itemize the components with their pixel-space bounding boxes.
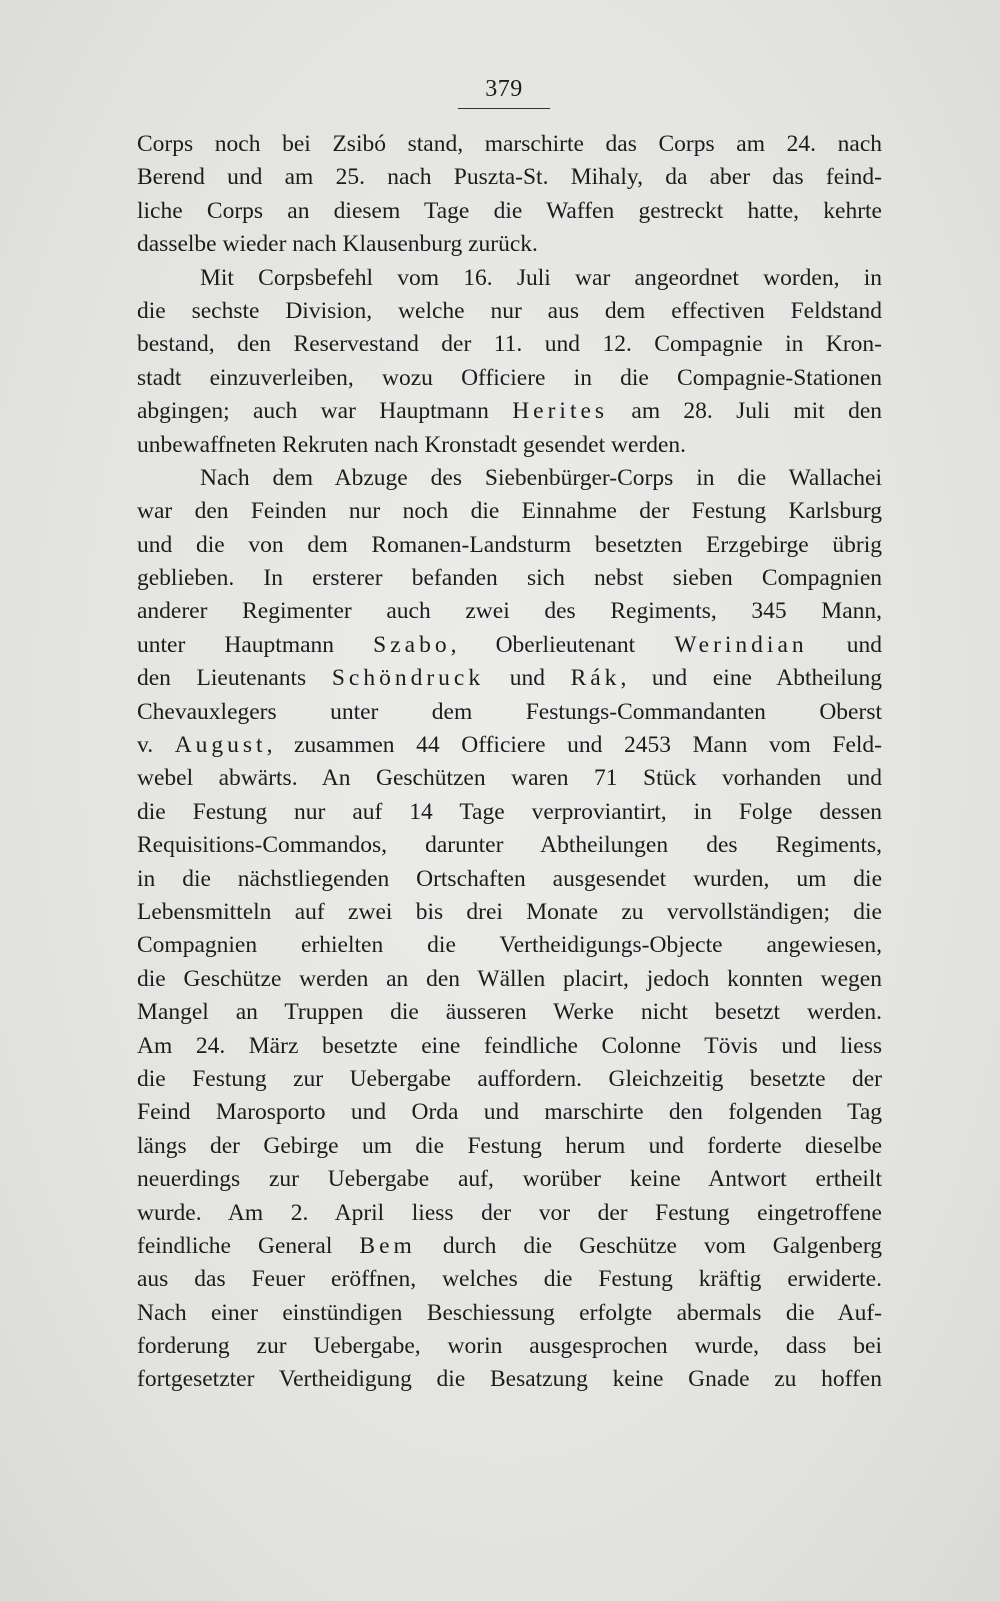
text-line: Berend und am 25. nach Puszta-St. Mihaly, da aber das feind-: [137, 164, 882, 191]
text-segment: feindliche General: [137, 1232, 360, 1259]
text-segment: durch die Geschütze vom Galgenberg: [415, 1232, 882, 1259]
text-line: Compagnien erhielten die Vertheidigungs-Objecte angewiesen,: [137, 932, 882, 959]
text-line: Corps noch bei Zsibó stand, marschirte das Corps am 24. nach: [137, 131, 882, 157]
text-line: [137, 662, 882, 695]
text-line: Nach dem Abzuge des Siebenbürger-Corps in die Wallachei: [200, 464, 882, 491]
text-segment: den Lieutenants: [137, 665, 332, 692]
text-segment: , Oberlieutenant: [450, 631, 675, 658]
text-line: Mit Corpsbefehl vom 16. Juli war angeordnet worden, in: [200, 264, 882, 291]
text-line: die Festung nur auf 14 Tage verproviantirt, in Folge dessen: [137, 798, 882, 825]
spaced-name: Werindian: [674, 631, 808, 658]
text-line: Chevauxlegers unter dem Festungs-Commandanten Oberst: [137, 698, 882, 725]
text-line: die Geschütze werden an den Wällen placirt, jedoch konnten wegen: [137, 965, 882, 992]
page-number-rule: [458, 108, 550, 109]
text-line: war den Feinden nur noch die Einnahme der Festung Karlsburg: [137, 498, 882, 525]
spaced-name: Schöndruck: [331, 665, 485, 692]
text-line: forderung zur Uebergabe, worin ausgesprochen wurde, dass bei: [137, 1333, 882, 1360]
spaced-name: August: [174, 732, 267, 759]
text-segment: abgingen; auch war Hauptmann: [137, 398, 513, 425]
text-line: [137, 395, 882, 428]
body-text: [137, 128, 882, 1397]
text-line: wurde. Am 2. April liess der vor der Festung eingetroffene: [137, 1199, 882, 1226]
text-line: Feind Marosporto und Orda und marschirte den folgenden Tag: [137, 1099, 882, 1126]
text-line: Mangel an Truppen die äusseren Werke nicht besetzt werden.: [137, 999, 882, 1026]
text-line: Lebensmitteln auf zwei bis drei Monate zu vervollständigen; die: [137, 898, 882, 925]
text-line: liche Corps an diesem Tage die Waffen gestreckt hatte, kehrte: [137, 197, 882, 224]
text-segment: v.: [137, 732, 175, 759]
text-line: [137, 629, 882, 662]
text-line: in die nächstliegenden Ortschaften ausgesendet wurden, um die: [137, 865, 882, 892]
spaced-name: Szabo: [373, 631, 451, 658]
text-line: [137, 729, 882, 762]
text-line: [137, 1230, 882, 1263]
text-line: Nach einer einstündigen Beschiessung erfolgte abermals die Auf-: [137, 1299, 882, 1326]
text-line: webel abwärts. An Geschützen waren 71 Stück vorhanden und: [137, 765, 882, 792]
text-line: und die von dem Romanen-Landsturm besetzten Erzgebirge übrig: [137, 531, 882, 558]
text-segment: am 28. Juli mit den: [608, 398, 882, 425]
text-line: geblieben. In ersterer befanden sich nebst sieben Compagnien: [137, 565, 882, 592]
text-segment: , zusammen 44 Officiere und 2453 Mann vom Feld-: [266, 732, 882, 759]
text-line: Requisitions-Commandos, darunter Abtheilungen des Regiments,: [137, 832, 882, 859]
text-line: stadt einzuverleiben, wozu Officiere in die Compagnie-Stationen: [137, 364, 882, 391]
text-line: fortgesetzter Vertheidigung die Besatzung keine Gnade zu hoffen: [137, 1366, 882, 1393]
text-segment: und: [807, 631, 882, 658]
text-line: längs der Gebirge um die Festung herum und forderte dieselbe: [137, 1132, 882, 1159]
text-line: Am 24. März besetzte eine feindliche Colonne Tövis und liess: [137, 1032, 882, 1059]
text-line: unbewaffneten Rekruten nach Kronstadt gesendet werden.: [137, 431, 687, 458]
text-line: aus das Feuer eröffnen, welches die Festung kräftig erwiderte.: [137, 1266, 882, 1293]
text-line: neuerdings zur Uebergabe auf, worüber keine Antwort ertheilt: [137, 1166, 882, 1193]
text-segment: und: [484, 665, 571, 692]
spaced-name: Rák: [570, 665, 621, 692]
text-line: anderer Regimenter auch zwei des Regiments, 345 Mann,: [137, 598, 882, 625]
spaced-name: Bem: [359, 1232, 416, 1259]
page-number: 379: [485, 76, 523, 102]
text-segment: , und eine Abtheilung: [620, 665, 882, 692]
text-line: bestand, den Reservestand der 11. und 12. Compagnie in Kron-: [137, 331, 882, 358]
spaced-name: Herites: [512, 398, 609, 425]
text-line: dasselbe wieder nach Klausenburg zurück.: [137, 231, 538, 258]
text-line: die sechste Division, welche nur aus dem effectiven Feldstand: [137, 297, 882, 324]
text-line: die Festung zur Uebergabe auffordern. Gleichzeitig besetzte der: [137, 1065, 882, 1092]
text-segment: unter Hauptmann: [137, 631, 374, 658]
